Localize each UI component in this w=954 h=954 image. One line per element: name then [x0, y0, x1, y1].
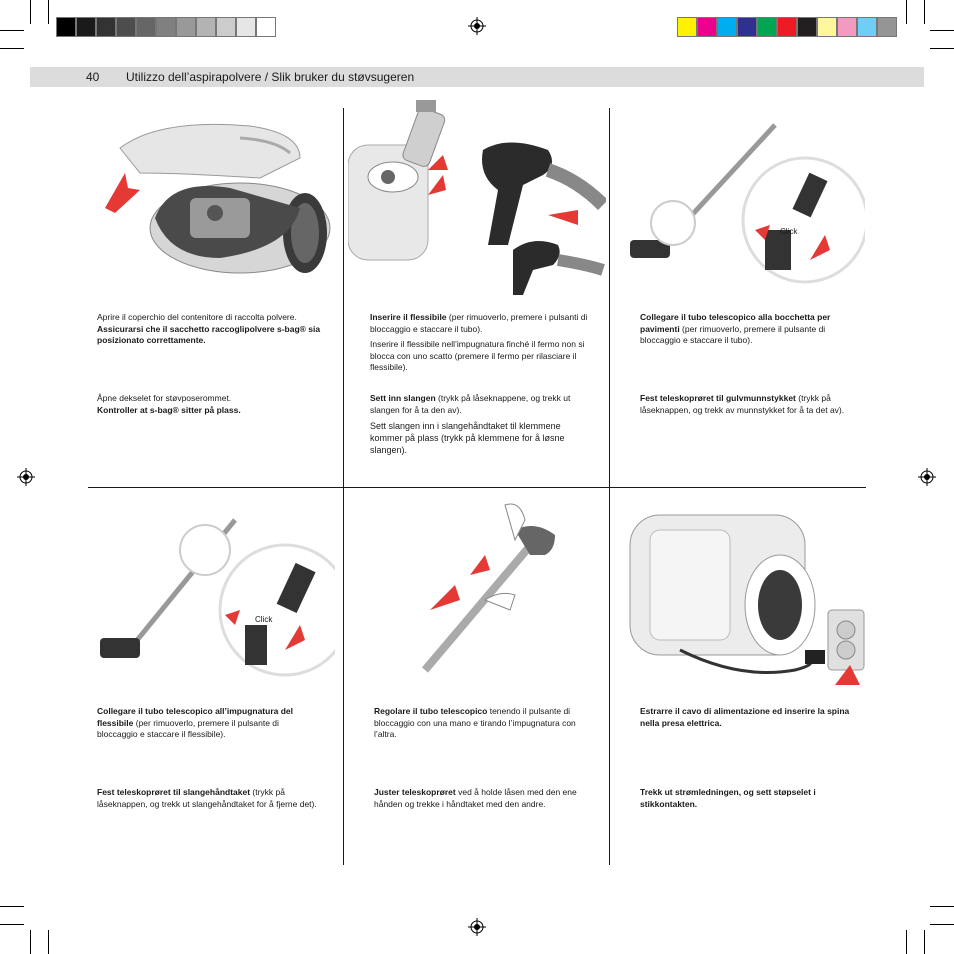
- color-swatch: [817, 17, 837, 37]
- step-2-no-bold: Sett inn slangen: [370, 393, 436, 403]
- power-cord-illustration: [620, 510, 865, 690]
- crop-mark: [930, 48, 954, 49]
- step-3-no-rest: (trykk på låseknappen, og trekk av munnstykket for å ta det av).: [640, 393, 845, 415]
- color-swatch: [697, 17, 717, 37]
- step-4-it-rest: (per rimuoverlo, premere il pulsante di bloccaggio e staccare il flessibile).: [97, 717, 279, 739]
- page-title: Utilizzo dell’aspirapolvere / Slik bruker du støvsugeren: [126, 70, 415, 84]
- registration-mark-icon: [17, 468, 35, 486]
- color-swatch: [156, 17, 176, 37]
- color-swatch: [216, 17, 236, 37]
- row-divider: [88, 487, 866, 488]
- crop-mark: [924, 0, 925, 24]
- vacuum-open-lid-illustration: [100, 118, 335, 283]
- color-swatch: [236, 17, 256, 37]
- step-1-no-line-bold: Kontroller at s-bag® sitter på plass.: [97, 404, 241, 415]
- page-number: 40: [86, 70, 100, 84]
- registration-mark-icon: [468, 17, 486, 35]
- click-label: Click: [780, 227, 798, 236]
- step-2-it-rest: (per rimuoverlo, premere i pulsanti di bloccaggio e staccare il tubo).: [370, 312, 588, 334]
- step-5-no-bold: Juster teleskoprøret: [374, 787, 456, 797]
- crop-mark: [930, 30, 954, 31]
- step-5-text-no: [374, 787, 602, 810]
- process-color-bar: [677, 17, 897, 37]
- color-swatch: [857, 17, 877, 37]
- tube-to-handle-illustration: [95, 510, 335, 680]
- color-swatch: [757, 17, 777, 37]
- step-4-no-bold: Fest teleskoprøret til slangehåndtaket: [97, 787, 251, 797]
- step-3-text-no: [640, 393, 860, 416]
- crop-mark: [30, 930, 31, 954]
- color-swatch: [76, 17, 96, 37]
- step-1-no-line: Åpne dekselet for støvposerommet.: [97, 393, 232, 403]
- step-4-text-no: [97, 787, 317, 810]
- color-swatch: [256, 17, 276, 37]
- crop-mark: [30, 0, 31, 24]
- crop-mark: [0, 906, 24, 907]
- registration-mark-icon: [918, 468, 936, 486]
- crop-mark: [0, 48, 24, 49]
- step-3-text-it: [640, 312, 860, 347]
- step-3-it-bold: Collegare il tubo telescopico alla bocchetta per pavimenti: [640, 312, 831, 334]
- adjust-tube-illustration: [405, 500, 570, 680]
- step-5-text-it: [374, 706, 594, 741]
- tube-to-nozzle-illustration: [625, 115, 865, 285]
- step-1-it-line: Aprire il coperchio del contenitore di raccolta polvere.: [97, 312, 297, 322]
- crop-mark: [930, 906, 954, 907]
- step-2-it-bold: Inserire il flessibile: [370, 312, 447, 322]
- color-swatch: [677, 17, 697, 37]
- step-2-text-it: [370, 312, 590, 378]
- step-5-it-bold: Regolare il tubo telescopico: [374, 706, 488, 716]
- crop-mark: [48, 0, 49, 24]
- crop-mark: [48, 930, 49, 954]
- hose-insertion-illustration: [348, 95, 606, 295]
- step-4-it-bold: Collegare il tubo telescopico all’impugnatura del flessibile: [97, 706, 294, 728]
- page-header: [30, 67, 924, 87]
- color-swatch: [837, 17, 857, 37]
- crop-mark: [924, 930, 925, 954]
- color-swatch: [116, 17, 136, 37]
- step-1-text-it: [97, 312, 337, 347]
- step-2-it-p2: Inserire il flessibile nell’impugnatura finché il fermo non si blocca con uno scatto (premere il fermo per rilasciare il flessibile).: [370, 339, 585, 372]
- color-swatch: [56, 17, 76, 37]
- color-swatch: [777, 17, 797, 37]
- color-swatch: [877, 17, 897, 37]
- step-2-text-no: [370, 393, 590, 460]
- step-3-it-rest: (per rimuoverlo, premere il pulsante di bloccaggio e staccare il tubo).: [640, 323, 826, 345]
- crop-mark: [930, 924, 954, 925]
- color-swatch: [96, 17, 116, 37]
- grayscale-color-bar: [56, 17, 276, 37]
- click-label: Click: [255, 615, 273, 624]
- color-swatch: [797, 17, 817, 37]
- registration-mark-icon: [468, 918, 486, 936]
- crop-mark: [0, 924, 24, 925]
- crop-mark: [0, 30, 24, 31]
- step-4-text-it: [97, 706, 317, 741]
- color-swatch: [136, 17, 156, 37]
- color-swatch: [176, 17, 196, 37]
- step-5-it-rest: tenendo il pulsante di bloccaggio con una mano e tirando l’impugnatura con l’altra.: [374, 706, 576, 739]
- step-3-no-bold: Fest teleskoprøret til gulvmunnstykket: [640, 393, 796, 403]
- color-swatch: [196, 17, 216, 37]
- step-1-it-line-bold: Assicurarsi che il sacchetto raccoglipolvere s-bag® sia posizionato correttamente.: [97, 323, 321, 345]
- step-2-no-rest: (trykk på låseknappene, og trekk ut slangen for å ta den av).: [370, 393, 571, 415]
- crop-mark: [906, 930, 907, 954]
- step-1-text-no: [97, 393, 337, 416]
- step-4-no-rest: (trykk på låseknappen, og trekk ut slangehåndtaket for å fjerne det).: [97, 787, 317, 809]
- step-2-no-p2: Sett slangen inn i slangehåndtaket til klemmene kommer på plass (trykk på klemmene for å løsne slangen).: [370, 421, 565, 455]
- step-6-text-no: Trekk ut strømledningen, og sett støpselet i stikkontakten.: [640, 787, 816, 809]
- color-swatch: [717, 17, 737, 37]
- crop-mark: [906, 0, 907, 24]
- step-6-text-it: Estrarre il cavo di alimentazione ed inserire la spina nella presa elettrica.: [640, 706, 850, 728]
- step-5-no-rest: ved å holde låsen med den ene hånden og trekke i håndtaket med den andre.: [374, 787, 577, 809]
- color-swatch: [737, 17, 757, 37]
